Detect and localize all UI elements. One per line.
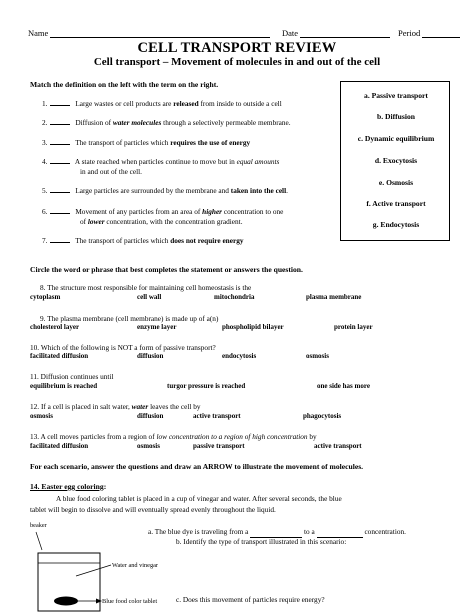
q10-option-a[interactable]: facilitated diffusion [30,352,89,360]
answer-blank-1[interactable] [50,98,70,106]
term-g: g. Endocytosis [372,220,420,229]
name-field[interactable] [28,28,270,38]
term-b: b. Diffusion [377,112,415,121]
q10-option-d[interactable]: osmosis [306,352,329,360]
answer-blank-6[interactable] [50,206,70,214]
match-item-6: 6. Movement of any particles from an area of higher concentration to one of lower concentration, with the concentration gradient. [42,207,284,226]
q14b: b. Identify the type of transport illustrated in this scenario: [176,537,347,546]
page-title: CELL TRANSPORT REVIEW [137,40,337,56]
question-12: 12. If a cell is placed in salt water, water leaves the cell by [30,402,201,411]
tablet-label: Blue food color tablet [102,598,158,605]
term-e: e. Osmosis [378,178,414,187]
period-field[interactable] [398,28,460,38]
date-line [300,28,390,38]
question-8: 8. The structure most responsible for maintaining cell homeostasis is the [40,283,252,292]
term-f: f. Active transport [366,199,426,208]
q9-option-d[interactable]: protein layer [334,323,373,331]
answer-blank-4[interactable] [50,156,70,164]
q13-option-c[interactable]: passive transport [193,442,245,450]
question-9: 9. The plasma membrane (cell membrane) is made up of a(n) [40,314,219,323]
answer-blank-7[interactable] [50,235,70,243]
q8-option-d[interactable]: plasma membrane [306,293,362,301]
term-c: c. Dynamic equilibrium [357,134,435,143]
answer-blank-5[interactable] [50,185,70,193]
q12-option-d[interactable]: phagocytosis [303,412,342,420]
q8-option-b[interactable]: cell wall [137,293,162,301]
q14c: c. Does this movement of particles require energy? [176,595,325,604]
water-vinegar-label: Water and vinegar [112,562,158,569]
q8-option-a[interactable]: cytoplasm [30,293,61,301]
q14-paragraph-line1: A blue food coloring tablet is placed in a cup of vinegar and water. After several seconds, the blue [56,494,342,503]
match-item-7: 7. The transport of particles which does not require energy [42,236,244,245]
q11-option-a[interactable]: equilibrium is reached [30,382,98,390]
q12-option-c[interactable]: active transport [193,412,241,420]
match-item-2: 2. Diffusion of water molecules through a selectively permeable membrane. [42,118,291,127]
q13-option-b[interactable]: osmosis [137,442,160,450]
q10-option-c[interactable]: endocytosis [222,352,257,360]
match-item-4: 4. A state reached when particles continue to move but in equal amounts in and out of the cell. [42,157,280,176]
match-item-5: 5. Large particles are surrounded by the membrane and taken into the cell. [42,186,288,195]
q13-option-a[interactable]: facilitated diffusion [30,442,89,450]
date-label: Date [282,28,299,38]
q14-title: 14. Easter egg coloring: [30,482,107,491]
q9-option-a[interactable]: cholesterol layer [30,323,80,331]
question-13: 13. A cell moves particles from a region of low concentration to a region of high concentration by [30,432,317,441]
match-item-1: 1. Large wastes or cell products are released from inside to outside a cell [42,99,282,108]
term-d: d. Exocytosis [374,156,418,165]
q12-option-b[interactable]: diffusion [137,412,164,420]
term-a: a. Passive transport [364,91,428,100]
q9-option-b[interactable]: enzyme layer [137,323,177,331]
answer-blank-3[interactable] [50,137,70,145]
beaker-label: beaker [30,522,47,529]
q8-option-c[interactable]: mitochondria [214,293,255,301]
section1-instruction: Match the definition on the left with the term on the right. [30,80,219,89]
q12-option-a[interactable]: osmosis [30,412,53,420]
q14-paragraph-line2: tablet will begin to dissolve and will eventually spread evenly throughout the liquid. [30,505,276,514]
name-label: Name [28,28,49,38]
q11-option-b[interactable]: turgor pressure is reached [167,382,246,390]
match-item-3: 3. The transport of particles which requires the use of energy [42,138,251,147]
answer-blank-2[interactable] [50,117,70,125]
q13-option-d[interactable]: active transport [314,442,362,450]
q10-option-b[interactable]: diffusion [137,352,164,360]
question-11: 11. Diffusion continues until [30,372,114,381]
question-10: 10. Which of the following is NOT a form of passive transport? [30,343,216,352]
name-line [50,28,270,38]
period-label: Period [398,28,421,38]
q9-option-c[interactable]: phospholipid bilayer [222,323,284,331]
term-box [340,81,450,241]
q11-option-c[interactable]: one side has more [317,382,370,390]
page-subtitle: Cell transport – Movement of molecules in and out of the cell [93,56,381,68]
section2-instruction: Circle the word or phrase that best completes the statement or answers the question. [30,265,303,274]
period-line [422,28,460,38]
date-field[interactable] [282,28,390,38]
q14a: a. The blue dye is traveling from a to a concentration. [148,527,406,536]
section3-instruction: For each scenario, answer the questions and draw an ARROW to illustrate the movement of molecules. [30,462,364,471]
